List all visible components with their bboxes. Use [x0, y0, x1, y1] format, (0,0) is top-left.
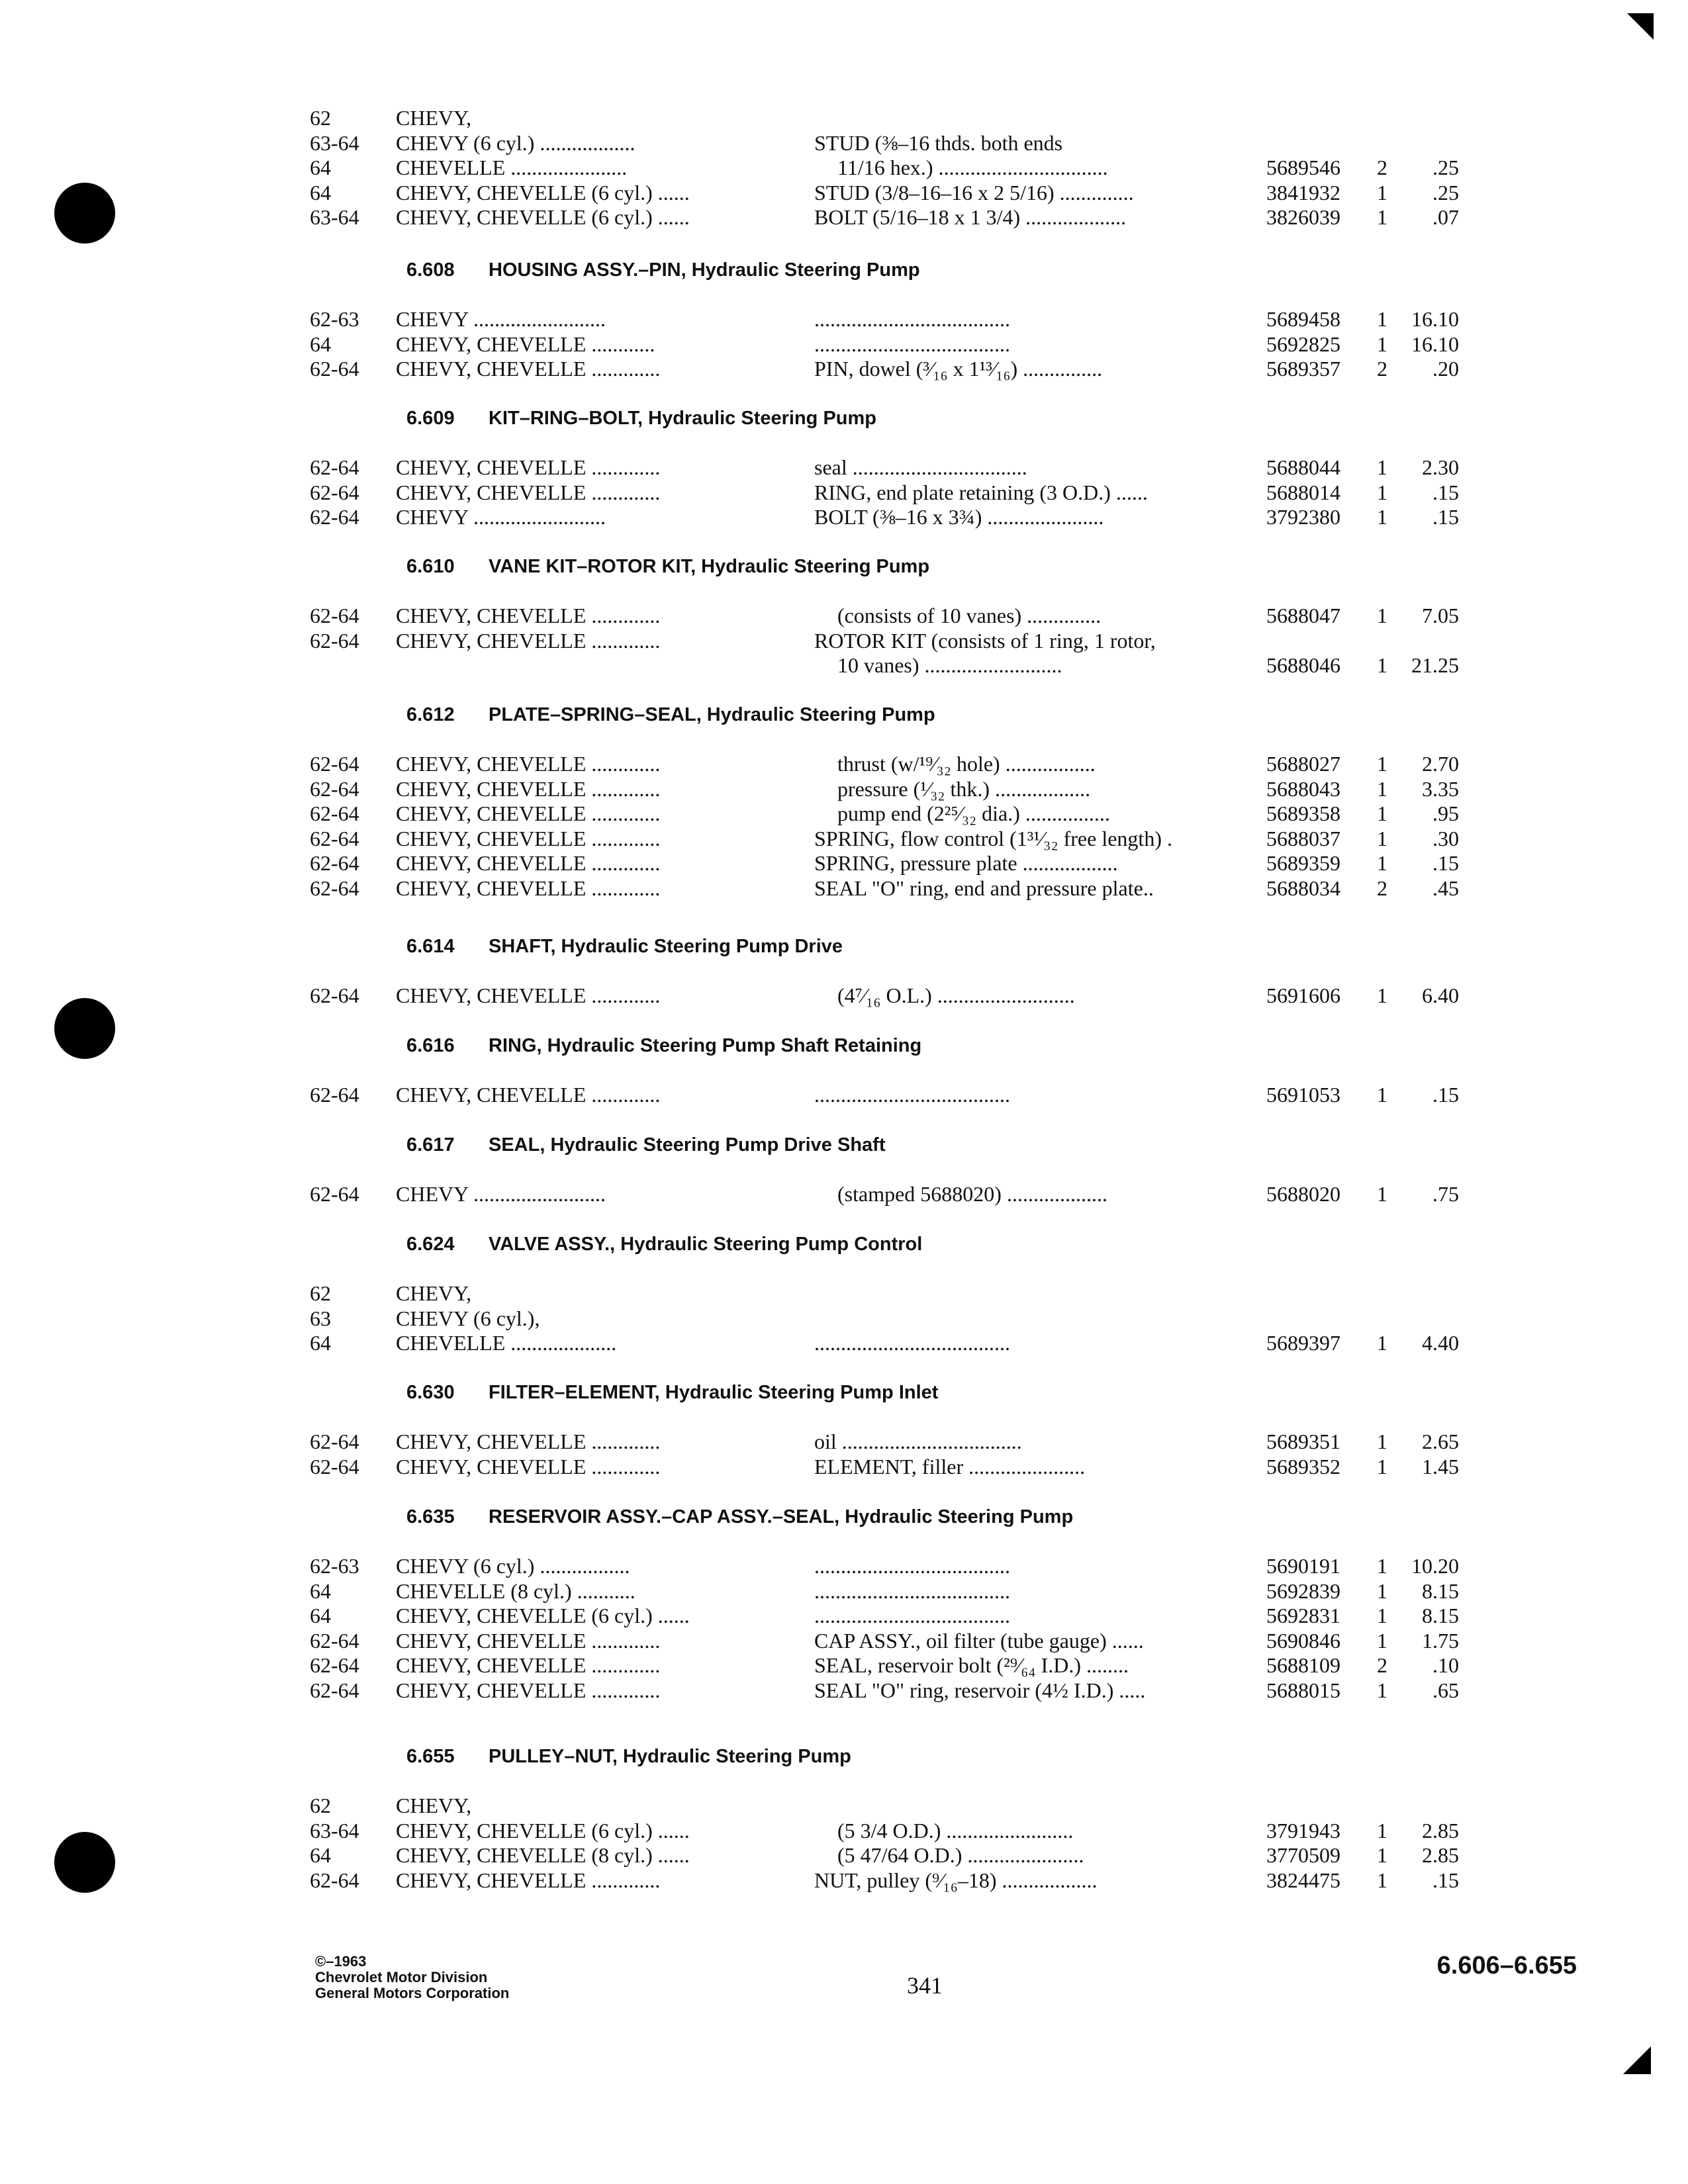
model-years: 62-64 — [310, 628, 359, 653]
model-name: CHEVY, CHEVELLE ............. — [396, 480, 661, 504]
part-row — [0, 1553, 1688, 1579]
part-number: 5688027 — [1266, 752, 1340, 776]
model-name: CHEVY ......................... — [396, 307, 606, 331]
part-description: 10 vanes) .......................... — [837, 653, 1062, 678]
part-number: 3770509 — [1266, 1843, 1340, 1868]
section-title: PLATE–SPRING–SEAL, Hydraulic Steering Pump — [489, 704, 935, 725]
part-row — [0, 1817, 1688, 1844]
price: 2.85 — [1422, 1843, 1459, 1868]
model-name: CHEVY, — [396, 1794, 472, 1817]
section-heading — [406, 405, 876, 432]
part-row — [0, 355, 1688, 382]
section-title: RING, Hydraulic Steering Pump Shaft Retaining — [489, 1035, 922, 1056]
part-number: 5689458 — [1266, 307, 1340, 331]
model-name: CHEVY, CHEVELLE ............. — [396, 1430, 661, 1453]
model-years: 62 — [310, 1281, 331, 1305]
part-row — [0, 454, 1688, 480]
model-years: 64 — [310, 332, 331, 356]
model-name: CHEVELLE .................... — [396, 1331, 617, 1355]
model-years: 62-64 — [310, 357, 359, 381]
price: .15 — [1432, 1083, 1459, 1107]
quantity: 1 — [1377, 851, 1387, 876]
part-number: 5691053 — [1266, 1083, 1340, 1107]
part-number: 5688037 — [1266, 826, 1340, 850]
model-name: CHEVY ......................... — [396, 505, 606, 529]
part-number: 5688047 — [1266, 604, 1340, 627]
model-name: CHEVY, CHEVELLE ............. — [396, 628, 661, 653]
model-name: CHEVY, CHEVELLE ............. — [396, 826, 661, 850]
quantity: 1 — [1377, 1578, 1387, 1603]
quantity: 1 — [1377, 653, 1387, 678]
part-number: 5690191 — [1266, 1554, 1340, 1578]
part-description: PIN, dowel (³⁄₁₆ x 1¹³⁄₁₆) ............... — [814, 357, 1103, 381]
model-name: CHEVY, CHEVELLE ............. — [396, 1628, 661, 1653]
part-row — [0, 1867, 1688, 1893]
price: 6.40 — [1422, 983, 1459, 1007]
footer-credits — [315, 1954, 509, 2001]
model-name: CHEVY, CHEVELLE ............. — [396, 1678, 661, 1702]
part-row — [0, 1305, 1688, 1332]
part-number: 5688034 — [1266, 876, 1340, 900]
model-years: 62-64 — [310, 826, 359, 850]
part-description: SEAL "O" ring, reservoir (4½ I.D.) ..... — [814, 1678, 1146, 1702]
section-number: 6.608 — [406, 259, 455, 281]
section-heading — [406, 933, 843, 960]
quantity: 1 — [1377, 205, 1387, 230]
part-row — [0, 1652, 1688, 1678]
part-number: 3791943 — [1266, 1818, 1340, 1843]
part-number: 5692839 — [1266, 1578, 1340, 1603]
section-heading — [406, 702, 935, 728]
part-row — [0, 306, 1688, 332]
quantity: 1 — [1377, 752, 1387, 776]
part-number: 5690846 — [1266, 1628, 1340, 1653]
quantity: 1 — [1377, 307, 1387, 331]
section-title: SHAFT, Hydraulic Steering Pump Drive — [489, 936, 843, 957]
corporation-text: General Motors Corporation — [315, 1985, 510, 2001]
part-row — [0, 1330, 1688, 1356]
part-row — [0, 627, 1688, 654]
model-name: CHEVELLE (8 cyl.) ........... — [396, 1578, 635, 1603]
model-years: 62-63 — [310, 1554, 359, 1578]
model-years: 62-64 — [310, 1628, 359, 1653]
quantity: 1 — [1377, 1454, 1387, 1479]
part-row — [0, 751, 1688, 777]
model-name: CHEVY, CHEVELLE ............. — [396, 604, 661, 627]
corner-mark-top — [1627, 13, 1654, 40]
part-row — [0, 1602, 1688, 1629]
part-row — [0, 1842, 1688, 1868]
price: .25 — [1432, 180, 1459, 205]
model-years: 64 — [310, 1604, 331, 1628]
section-number: 6.612 — [406, 704, 455, 725]
model-years: 64 — [310, 156, 331, 180]
part-number: 5688109 — [1266, 1653, 1340, 1678]
part-number: 3841932 — [1266, 180, 1340, 205]
section-title: SEAL, Hydraulic Steering Pump Drive Shaft — [489, 1134, 886, 1156]
model-name: CHEVY ......................... — [396, 1182, 606, 1206]
section-title: KIT–RING–BOLT, Hydraulic Steering Pump — [489, 408, 877, 429]
section-heading — [406, 1743, 851, 1770]
part-description: SEAL, reservoir bolt (²⁹⁄₆₄ I.D.) ........ — [814, 1653, 1129, 1678]
model-name: CHEVY, CHEVELLE ............. — [396, 876, 661, 900]
part-description: seal ................................. — [814, 455, 1027, 479]
part-number: 5688020 — [1266, 1182, 1340, 1206]
quantity: 1 — [1377, 826, 1387, 850]
price: 8.15 — [1422, 1578, 1459, 1603]
quantity: 1 — [1377, 1604, 1387, 1628]
model-name: CHEVY, CHEVELLE ............. — [396, 1868, 661, 1892]
model-name: CHEVY, CHEVELLE ............. — [396, 1083, 661, 1107]
quantity: 1 — [1377, 505, 1387, 529]
section-heading — [406, 1231, 922, 1257]
part-row — [0, 1181, 1688, 1207]
model-years: 62-63 — [310, 307, 359, 331]
part-number: 5692825 — [1266, 332, 1340, 356]
part-row — [0, 850, 1688, 876]
part-description: SEAL "O" ring, end and pressure plate.. — [814, 876, 1154, 900]
price: .10 — [1432, 1653, 1459, 1678]
section-heading — [406, 1032, 921, 1059]
part-number: 5688043 — [1266, 776, 1340, 801]
part-row — [0, 1081, 1688, 1108]
section-heading — [406, 1379, 938, 1406]
model-years: 62-64 — [310, 752, 359, 776]
model-years: 63-64 — [310, 130, 359, 155]
section-number: 6.616 — [406, 1035, 455, 1056]
part-description: SPRING, flow control (1³¹⁄₃₂ free length) . — [814, 826, 1172, 850]
copyright-text: ©–1963 — [315, 1953, 367, 1970]
model-years: 62-64 — [310, 876, 359, 900]
section-number: 6.609 — [406, 408, 455, 429]
part-description: (5 3/4 O.D.) ........................ — [837, 1818, 1074, 1843]
section-number: 6.614 — [406, 936, 455, 957]
quantity: 1 — [1377, 455, 1387, 479]
price: 4.40 — [1422, 1331, 1459, 1355]
part-description: pressure (¹⁄₃₂ thk.) .................. — [837, 776, 1091, 801]
model-years: 63-64 — [310, 205, 359, 230]
part-row — [0, 479, 1688, 506]
price: .25 — [1432, 156, 1459, 180]
corner-mark-bottom — [1623, 2046, 1651, 2074]
part-row — [0, 130, 1688, 156]
part-number: 5688044 — [1266, 455, 1340, 479]
model-name: CHEVY, CHEVELLE ............. — [396, 455, 661, 479]
quantity: 1 — [1377, 1868, 1387, 1892]
part-row — [0, 982, 1688, 1009]
page-number: 341 — [907, 1972, 943, 1999]
model-name: CHEVY, CHEVELLE ............. — [396, 801, 661, 826]
section-number: 6.635 — [406, 1506, 455, 1527]
model-years: 63-64 — [310, 1818, 359, 1843]
model-name: CHEVY, CHEVELLE (8 cyl.) ...... — [396, 1843, 690, 1868]
part-number: 5688014 — [1266, 480, 1340, 504]
price: .07 — [1432, 205, 1459, 230]
part-number: 5689351 — [1266, 1430, 1340, 1453]
section-heading — [406, 1132, 885, 1158]
section-heading — [406, 257, 920, 283]
model-years: 62-64 — [310, 480, 359, 504]
quantity: 1 — [1377, 1818, 1387, 1843]
part-number: 3792380 — [1266, 505, 1340, 529]
quantity: 1 — [1377, 604, 1387, 627]
price: 10.20 — [1411, 1554, 1459, 1578]
part-row — [0, 1280, 1688, 1306]
price: .15 — [1432, 505, 1459, 529]
part-description: (stamped 5688020) ................... — [837, 1182, 1107, 1206]
part-description: ROTOR KIT (consists of 1 ring, 1 rotor, — [814, 628, 1156, 653]
model-years: 62-64 — [310, 604, 359, 627]
part-description: STUD (3/8–16–16 x 2 5/16) .............. — [814, 180, 1134, 205]
quantity: 2 — [1377, 876, 1387, 900]
model-years: 62 — [310, 1794, 331, 1817]
part-row — [0, 825, 1688, 852]
model-years: 62-64 — [310, 455, 359, 479]
section-title: PULLEY–NUT, Hydraulic Steering Pump — [489, 1746, 851, 1767]
part-row — [0, 1428, 1688, 1455]
quantity: 1 — [1377, 801, 1387, 826]
model-years: 62-64 — [310, 1454, 359, 1479]
part-description: NUT, pulley (⁹⁄₁₆–18) .................. — [814, 1868, 1098, 1892]
model-years: 64 — [310, 1331, 331, 1355]
model-name: CHEVY, CHEVELLE (6 cyl.) ...... — [396, 1604, 690, 1628]
model-years: 62-64 — [310, 1083, 359, 1107]
price: .65 — [1432, 1678, 1459, 1702]
model-years: 62-64 — [310, 1182, 359, 1206]
price: .15 — [1432, 851, 1459, 876]
quantity: 1 — [1377, 1554, 1387, 1578]
quantity: 1 — [1377, 1430, 1387, 1453]
part-row — [0, 1578, 1688, 1604]
price: 16.10 — [1411, 307, 1459, 331]
part-row — [0, 776, 1688, 802]
price: 7.05 — [1422, 604, 1459, 627]
model-years: 64 — [310, 1578, 331, 1603]
part-number: 5691606 — [1266, 983, 1340, 1007]
model-name: CHEVY, CHEVELLE ............ — [396, 332, 655, 356]
part-description: BOLT (⅜–16 x 3¾) ...................... — [814, 505, 1104, 529]
part-number: 5689358 — [1266, 801, 1340, 826]
part-row — [0, 800, 1688, 827]
model-years: 62-64 — [310, 1653, 359, 1678]
price: .15 — [1432, 1868, 1459, 1892]
section-heading — [406, 553, 929, 580]
model-name: CHEVY, CHEVELLE ............. — [396, 851, 661, 876]
section-title: RESERVOIR ASSY.–CAP ASSY.–SEAL, Hydraulic Steering Pump — [489, 1506, 1074, 1527]
quantity: 2 — [1377, 156, 1387, 180]
part-number: 5689359 — [1266, 851, 1340, 876]
section-heading — [406, 1504, 1073, 1530]
price: 2.85 — [1422, 1818, 1459, 1843]
part-number: 5689352 — [1266, 1454, 1340, 1479]
part-description: pump end (2²⁵⁄₃₂ dia.) ................ — [837, 801, 1110, 826]
quantity: 1 — [1377, 480, 1387, 504]
price: 1.45 — [1422, 1454, 1459, 1479]
part-description: RING, end plate retaining (3 O.D.) ...... — [814, 480, 1148, 504]
part-description: ..................................... — [814, 1578, 1010, 1603]
model-years: 62-64 — [310, 776, 359, 801]
part-description: ..................................... — [814, 1604, 1010, 1628]
section-title: VALVE ASSY., Hydraulic Steering Pump Control — [489, 1234, 923, 1255]
price: .45 — [1432, 876, 1459, 900]
part-number: 5689546 — [1266, 156, 1340, 180]
model-name: CHEVY, CHEVELLE ............. — [396, 752, 661, 776]
quantity: 1 — [1377, 983, 1387, 1007]
part-row — [0, 1453, 1688, 1480]
price: 16.10 — [1411, 332, 1459, 356]
part-description: thrust (w/¹⁹⁄₃₂ hole) ................. — [837, 752, 1096, 776]
part-row — [0, 331, 1688, 357]
part-row — [0, 875, 1688, 901]
price: .30 — [1432, 826, 1459, 850]
part-number: 5692831 — [1266, 1604, 1340, 1628]
model-years: 63 — [310, 1306, 331, 1330]
model-name: CHEVY, CHEVELLE (6 cyl.) ...... — [396, 205, 690, 230]
part-description: BOLT (5/16–18 x 1 3/4) ................... — [814, 205, 1127, 230]
model-years: 62-64 — [310, 1678, 359, 1702]
model-name: CHEVY, CHEVELLE ............. — [396, 357, 661, 381]
quantity: 1 — [1377, 1331, 1387, 1355]
part-row — [0, 1677, 1688, 1704]
quantity: 1 — [1377, 1678, 1387, 1702]
part-description: (5 47/64 O.D.) ...................... — [837, 1843, 1084, 1868]
model-name: CHEVY, CHEVELLE ............. — [396, 1653, 661, 1678]
model-years: 62-64 — [310, 505, 359, 529]
price: 1.75 — [1422, 1628, 1459, 1653]
part-description: 11/16 hex.) ................................ — [837, 156, 1108, 180]
part-description: ..................................... — [814, 307, 1010, 331]
part-description: STUD (⅜–16 thds. both ends — [814, 130, 1063, 155]
model-years: 62-64 — [310, 983, 359, 1007]
part-number: 3824475 — [1266, 1868, 1340, 1892]
quantity: 1 — [1377, 1628, 1387, 1653]
price: 2.70 — [1422, 752, 1459, 776]
section-number: 6.655 — [406, 1746, 455, 1767]
price: 21.25 — [1411, 653, 1459, 678]
part-number: 3826039 — [1266, 205, 1340, 230]
quantity: 1 — [1377, 180, 1387, 205]
price: .75 — [1432, 1182, 1459, 1206]
model-name: CHEVY (6 cyl.) ................. — [396, 1554, 630, 1578]
section-range: 6.606–6.655 — [1436, 1952, 1577, 1979]
part-description: CAP ASSY., oil filter (tube gauge) ...... — [814, 1628, 1144, 1653]
part-description: (consists of 10 vanes) .............. — [837, 604, 1102, 627]
price: 3.35 — [1422, 776, 1459, 801]
model-name: CHEVY (6 cyl.), — [396, 1306, 540, 1330]
section-number: 6.617 — [406, 1134, 455, 1156]
part-description: ..................................... — [814, 1554, 1010, 1578]
model-name: CHEVELLE ...................... — [396, 156, 628, 180]
model-years: 64 — [310, 180, 331, 205]
part-row — [0, 179, 1688, 206]
quantity: 1 — [1377, 1182, 1387, 1206]
model-name: CHEVY, CHEVELLE ............. — [396, 776, 661, 801]
section-number: 6.610 — [406, 556, 455, 577]
section-title: FILTER–ELEMENT, Hydraulic Steering Pump Inlet — [489, 1382, 939, 1403]
quantity: 2 — [1377, 1653, 1387, 1678]
part-row — [0, 204, 1688, 230]
part-description: SPRING, pressure plate .................. — [814, 851, 1118, 876]
model-years: 62-64 — [310, 1430, 359, 1453]
part-number: 5688046 — [1266, 653, 1340, 678]
section-title: HOUSING ASSY.–PIN, Hydraulic Steering Pump — [489, 259, 920, 281]
section-number: 6.624 — [406, 1234, 455, 1255]
quantity: 2 — [1377, 357, 1387, 381]
part-description: ..................................... — [814, 1083, 1010, 1107]
part-number: 5688015 — [1266, 1678, 1340, 1702]
model-name: CHEVY, CHEVELLE (6 cyl.) ...... — [396, 180, 690, 205]
price: 2.30 — [1422, 455, 1459, 479]
part-description: ..................................... — [814, 332, 1010, 356]
part-row — [0, 504, 1688, 530]
section-number: 6.630 — [406, 1382, 455, 1403]
price: 2.65 — [1422, 1430, 1459, 1453]
model-years: 62-64 — [310, 851, 359, 876]
model-name: CHEVY, CHEVELLE (6 cyl.) ...... — [396, 1818, 690, 1843]
price: .95 — [1432, 801, 1459, 826]
quantity: 1 — [1377, 1083, 1387, 1107]
model-name: CHEVY, — [396, 1281, 472, 1305]
part-row — [0, 105, 1688, 131]
part-row — [0, 1792, 1688, 1819]
part-number: 5689397 — [1266, 1331, 1340, 1355]
quantity: 1 — [1377, 776, 1387, 801]
part-description: ..................................... — [814, 1331, 1010, 1355]
division-text: Chevrolet Motor Division — [315, 1969, 488, 1985]
part-description: (4⁷⁄₁₆ O.L.) .......................... — [837, 983, 1075, 1007]
model-years: 62-64 — [310, 801, 359, 826]
price: 8.15 — [1422, 1604, 1459, 1628]
part-description: ELEMENT, filler ...................... — [814, 1454, 1086, 1479]
part-row — [0, 602, 1688, 629]
section-title: VANE KIT–ROTOR KIT, Hydraulic Steering Pump — [489, 556, 930, 577]
part-row — [0, 154, 1688, 181]
model-years: 62-64 — [310, 1868, 359, 1892]
part-row — [0, 1627, 1688, 1654]
part-number: 5689357 — [1266, 357, 1340, 381]
part-description: oil .................................. — [814, 1430, 1022, 1453]
model-name: CHEVY, CHEVELLE ............. — [396, 1454, 661, 1479]
quantity: 1 — [1377, 1843, 1387, 1868]
model-name: CHEVY, — [396, 106, 472, 130]
model-years: 64 — [310, 1843, 331, 1868]
price: .20 — [1432, 357, 1459, 381]
price: .15 — [1432, 480, 1459, 504]
model-name: CHEVY (6 cyl.) .................. — [396, 130, 635, 155]
model-name: CHEVY, CHEVELLE ............. — [396, 983, 661, 1007]
quantity: 1 — [1377, 332, 1387, 356]
model-years: 62 — [310, 106, 331, 130]
part-row — [0, 652, 1688, 678]
